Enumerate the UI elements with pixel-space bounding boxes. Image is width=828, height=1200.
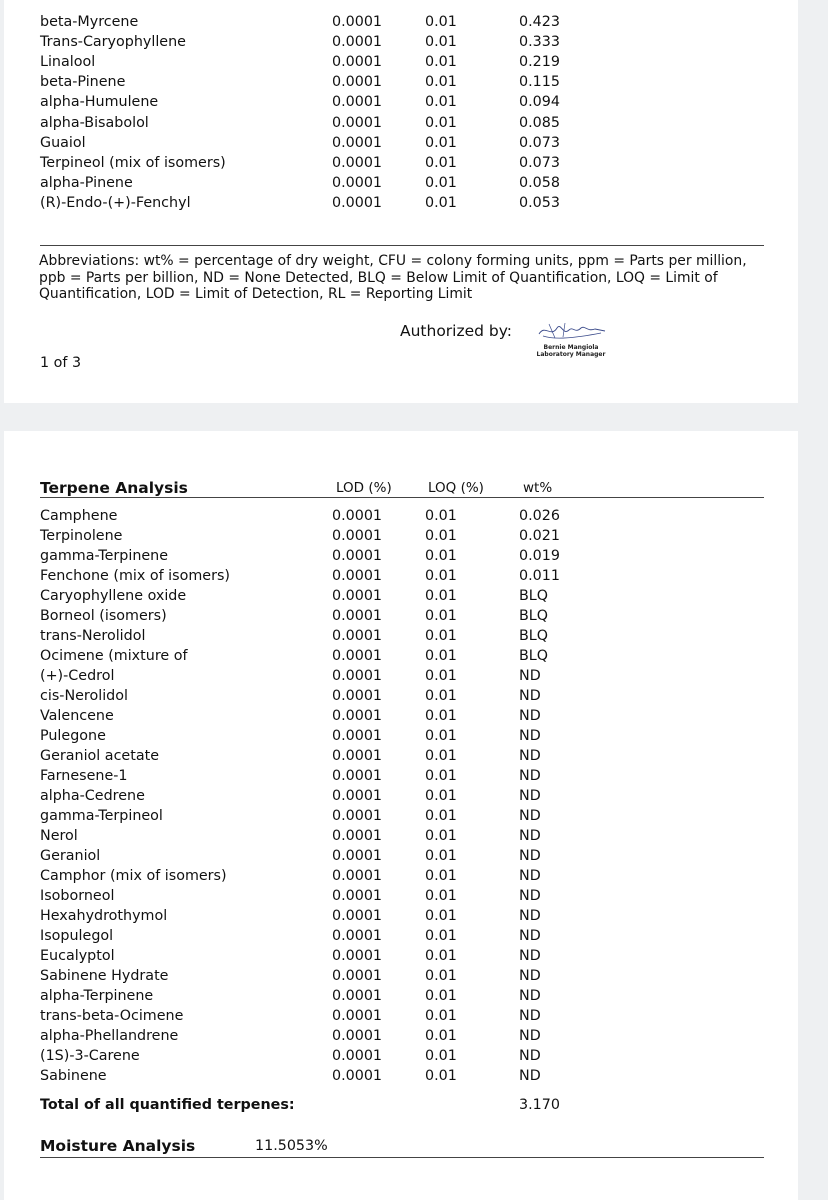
table-row [40,846,760,866]
column-header-loq: LOQ (%) [428,480,484,496]
analyte-name: Nerol [40,828,78,844]
analyte-name: alpha-Humulene [40,94,159,111]
table-row [40,52,760,72]
loq-value: 0.01 [425,74,457,91]
lod-value: 0.0001 [332,94,383,111]
wt-value: 0.219 [519,54,560,71]
table-row [40,746,760,766]
wt-value: 0.073 [519,154,560,171]
loq-value: 0.01 [425,1048,457,1064]
table-row [40,786,760,806]
wt-value: ND [519,968,541,984]
lod-value: 0.0001 [332,588,383,604]
loq-value: 0.01 [425,788,457,804]
analyte-name: alpha-Terpinene [40,988,154,1004]
loq-value: 0.01 [425,608,457,624]
analyte-name: Terpineol (mix of isomers) [40,154,226,171]
analyte-name: beta-Pinene [40,74,126,91]
lod-value: 0.0001 [332,1008,383,1024]
table-row [40,886,760,906]
signatory-name: Bernie Mangiola [543,344,599,351]
loq-value: 0.01 [425,668,457,684]
abbreviations-note: Abbreviations: wt% = percentage of dry weight, CFU = colony forming units, ppm = Parts per million, ppb = Parts per billion, ND = None Detected, BLQ = Below Limit of Quantification, LOQ = Limit of Quantification, LOD = Limit of Detection, RL = Reporting Limit [39,253,747,302]
total-terpenes-label: Total of all quantified terpenes: [40,1097,295,1113]
analyte-name: Hexahydrothymol [40,908,168,924]
section-title-terpene-analysis: Terpene Analysis [40,479,188,497]
loq-value: 0.01 [425,708,457,724]
lod-value: 0.0001 [332,134,383,151]
analyte-name: Ocimene (mixture of [40,648,188,664]
analyte-name: alpha-Phellandrene [40,1028,179,1044]
loq-value: 0.01 [425,768,457,784]
analyte-name: Eucalyptol [40,948,115,964]
lod-value: 0.0001 [332,908,383,924]
wt-value: 0.094 [519,94,560,111]
lod-value: 0.0001 [332,768,383,784]
lod-value: 0.0001 [332,1048,383,1064]
table-row [40,826,760,846]
wt-value: ND [519,788,541,804]
table-row [40,1026,760,1046]
table-row [40,586,760,606]
table-row [40,32,760,52]
table-row [40,133,760,153]
wt-value: ND [519,908,541,924]
analyte-name: Caryophyllene oxide [40,588,187,604]
wt-value: 0.019 [519,548,560,564]
table-row [40,766,760,786]
table-row [40,526,760,546]
loq-value: 0.01 [425,14,457,30]
analyte-name: Geraniol [40,848,101,864]
analyte-name: Sabinene [40,1068,107,1084]
loq-value: 0.01 [425,688,457,704]
lod-value: 0.0001 [332,708,383,724]
table-row [40,966,760,986]
loq-value: 0.01 [425,808,457,824]
wt-value: 0.085 [519,114,560,131]
loq-value: 0.01 [425,34,457,51]
signature-block [535,318,607,366]
lod-value: 0.0001 [332,34,383,51]
loq-value: 0.01 [425,508,457,524]
lod-value: 0.0001 [332,528,383,544]
column-header-lod: LOD (%) [336,480,392,496]
wt-value: ND [519,748,541,764]
loq-value: 0.01 [425,194,457,211]
lod-value: 0.0001 [332,74,383,91]
loq-value: 0.01 [425,548,457,564]
analyte-name: Isoborneol [40,888,115,904]
table-row [40,72,760,92]
wt-value: ND [519,808,541,824]
wt-value: 0.053 [519,194,560,211]
signatory-title: Laboratory Manager [536,351,606,358]
wt-value: ND [519,708,541,724]
loq-value: 0.01 [425,628,457,644]
table-row [40,92,760,112]
analyte-name: (R)-Endo-(+)-Fenchyl [40,194,191,211]
wt-value: BLQ [519,588,549,604]
lod-value: 0.0001 [332,668,383,684]
lod-value: 0.0001 [332,728,383,744]
analyte-name: beta-Myrcene [40,14,139,30]
lod-value: 0.0001 [332,194,383,211]
loq-value: 0.01 [425,54,457,71]
lod-value: 0.0001 [332,14,383,30]
lod-value: 0.0001 [332,568,383,584]
table-row [40,626,760,646]
loq-value: 0.01 [425,588,457,604]
wt-value: ND [519,688,541,704]
page-indicator: 1 of 3 [40,355,82,371]
table-row [40,926,760,946]
analyte-name: Geraniol acetate [40,748,159,764]
lod-value: 0.0001 [332,1028,383,1044]
divider-line [40,245,764,246]
analyte-name: Camphor (mix of isomers) [40,868,227,884]
section-title-moisture-analysis: Moisture Analysis [40,1137,196,1155]
table-row [40,1066,760,1086]
wt-value: ND [519,1048,541,1064]
signature-icon [535,318,607,366]
lod-value: 0.0001 [332,114,383,131]
analyte-name: Pulegone [40,728,106,744]
wt-value: ND [519,1068,541,1084]
lod-value: 0.0001 [332,1068,383,1084]
table-row [40,866,760,886]
analyte-name: alpha-Bisabolol [40,114,149,131]
loq-value: 0.01 [425,174,457,191]
table-row [40,173,760,193]
table-row [40,666,760,686]
analyte-name: Farnesene-1 [40,768,128,784]
wt-value: ND [519,668,541,684]
wt-value: ND [519,768,541,784]
lod-value: 0.0001 [332,508,383,524]
lod-value: 0.0001 [332,788,383,804]
table-row [40,1006,760,1026]
wt-value: ND [519,888,541,904]
table-row [40,153,760,173]
table-row [40,113,760,133]
loq-value: 0.01 [425,94,457,111]
loq-value: 0.01 [425,848,457,864]
wt-value: 0.026 [519,508,560,524]
wt-value: ND [519,988,541,1004]
wt-value: ND [519,868,541,884]
table-row [40,686,760,706]
analyte-name: (1S)-3-Carene [40,1048,140,1064]
lod-value: 0.0001 [332,868,383,884]
wt-value: ND [519,928,541,944]
table-row [40,566,760,586]
wt-value: ND [519,1028,541,1044]
authorized-by-label: Authorized by: [400,322,513,340]
lod-value: 0.0001 [332,968,383,984]
lod-value: 0.0001 [332,748,383,764]
table-row [40,986,760,1006]
wt-value: 0.058 [519,174,560,191]
analyte-name: Trans-Caryophyllene [40,34,186,51]
analyte-name: Camphene [40,508,118,524]
lod-value: 0.0001 [332,154,383,171]
lod-value: 0.0001 [332,808,383,824]
analyte-name: trans-Nerolidol [40,628,146,644]
total-terpenes-value: 3.170 [519,1097,560,1113]
table-row [40,946,760,966]
table-row [40,906,760,926]
wt-value: BLQ [519,648,549,664]
lod-value: 0.0001 [332,628,383,644]
wt-value: 0.073 [519,134,560,151]
loq-value: 0.01 [425,1028,457,1044]
loq-value: 0.01 [425,748,457,764]
wt-value: 0.115 [519,74,560,91]
analyte-name: Sabinene Hydrate [40,968,169,984]
lod-value: 0.0001 [332,828,383,844]
loq-value: 0.01 [425,948,457,964]
column-header-wt: wt% [523,480,553,496]
analyte-name: Isopulegol [40,928,114,944]
table-row [40,806,760,826]
loq-value: 0.01 [425,1008,457,1024]
lod-value: 0.0001 [332,928,383,944]
wt-value: BLQ [519,608,549,624]
moisture-value: 11.5053% [255,1138,328,1154]
lod-value: 0.0001 [332,988,383,1004]
wt-value: ND [519,728,541,744]
total-terpenes-row [40,1095,760,1115]
loq-value: 0.01 [425,908,457,924]
lod-value: 0.0001 [332,948,383,964]
wt-value: 0.011 [519,568,560,584]
terpene-table-header [40,477,764,499]
analyte-name: alpha-Cedrene [40,788,145,804]
lod-value: 0.0001 [332,848,383,864]
lod-value: 0.0001 [332,888,383,904]
loq-value: 0.01 [425,888,457,904]
loq-value: 0.01 [425,154,457,171]
lod-value: 0.0001 [332,608,383,624]
analyte-name: Borneol (isomers) [40,608,167,624]
analyte-name: cis-Nerolidol [40,688,128,704]
loq-value: 0.01 [425,134,457,151]
analyte-name: trans-beta-Ocimene [40,1008,184,1024]
wt-value: ND [519,848,541,864]
wt-value: 0.021 [519,528,560,544]
loq-value: 0.01 [425,828,457,844]
wt-value: ND [519,948,541,964]
header-underline [40,497,764,498]
lod-value: 0.0001 [332,54,383,71]
lod-value: 0.0001 [332,174,383,191]
loq-value: 0.01 [425,868,457,884]
loq-value: 0.01 [425,568,457,584]
loq-value: 0.01 [425,968,457,984]
table-row [40,646,760,666]
moisture-analysis-row [40,1135,760,1157]
loq-value: 0.01 [425,728,457,744]
table-row [40,606,760,626]
analyte-name: Linalool [40,54,96,71]
loq-value: 0.01 [425,928,457,944]
table-row [40,546,760,566]
moisture-underline [40,1157,764,1158]
lod-value: 0.0001 [332,548,383,564]
table-row [40,706,760,726]
table-row [40,12,760,32]
analyte-name: Fenchone (mix of isomers) [40,568,230,584]
analyte-name: gamma-Terpinene [40,548,169,564]
loq-value: 0.01 [425,1068,457,1084]
analyte-name: alpha-Pinene [40,174,133,191]
loq-value: 0.01 [425,114,457,131]
analyte-name: Guaiol [40,134,86,151]
loq-value: 0.01 [425,988,457,1004]
wt-value: 0.423 [519,14,560,30]
table-row [40,193,760,213]
wt-value: ND [519,828,541,844]
table-row [40,726,760,746]
lod-value: 0.0001 [332,688,383,704]
table-row [40,1046,760,1066]
analyte-name: Valencene [40,708,114,724]
loq-value: 0.01 [425,528,457,544]
wt-value: 0.333 [519,34,560,51]
loq-value: 0.01 [425,648,457,664]
analyte-name: (+)-Cedrol [40,668,115,684]
analyte-name: Terpinolene [40,528,123,544]
table-row [40,506,760,526]
wt-value: BLQ [519,628,549,644]
wt-value: ND [519,1008,541,1024]
lod-value: 0.0001 [332,648,383,664]
analyte-name: gamma-Terpineol [40,808,163,824]
